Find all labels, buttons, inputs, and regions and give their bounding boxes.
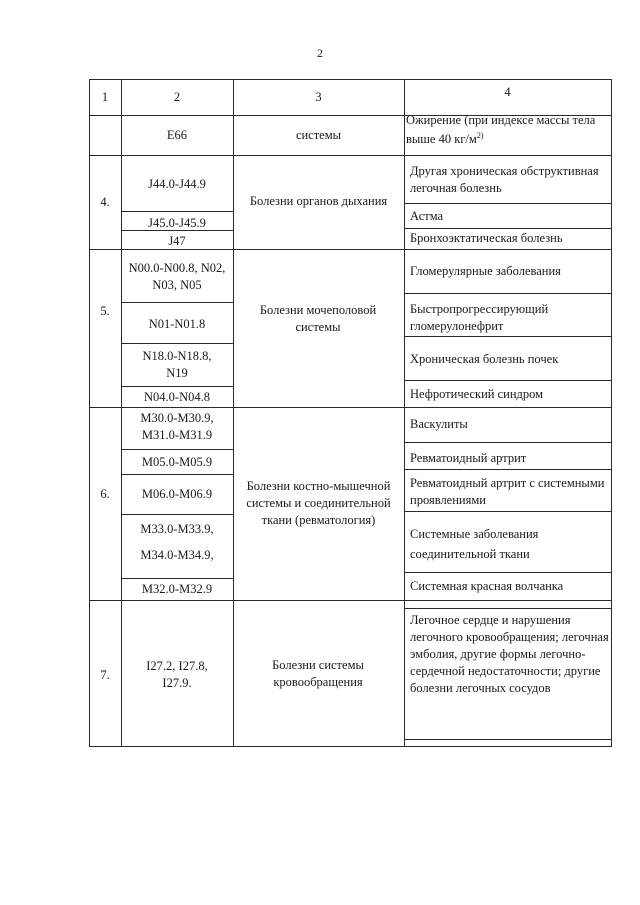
disease-cell: Легочное сердце и нарушения легочного кровообращения; легочная эмболия, другие формы легочно-сердечной недостаточности; другие болезни легочных сосудов [410,613,609,695]
code-cell: M05.0-M05.9 [141,455,213,469]
rule [611,79,612,747]
rule [404,293,612,294]
rule [404,572,612,573]
code-cell: N01-N01.8 [148,317,206,331]
rule [89,155,612,156]
disease-cell: Другая хроническая обструктивная легочная болезнь [410,164,599,195]
row-number: 7. [100,668,110,682]
rule [404,203,612,204]
rule [121,211,233,212]
rule [121,474,233,475]
rule [404,380,612,381]
group-cell: системы [295,128,342,142]
rule [404,511,612,512]
code-cell: N04.0-N04.8 [144,390,210,404]
rule [121,386,233,387]
rule [404,228,612,229]
code-cell: I27.2, I27.8, I27.9. [146,659,208,690]
code-cell: J44.0-J44.9 [148,177,206,191]
group-cell: Болезни органов дыхания [249,194,388,208]
group-cell: Болезни системы кровообращения [272,658,364,689]
code-cell: M30.0-M30.9, M31.0-M31.9 [140,411,214,442]
row-number: 5. [100,304,110,318]
rule [121,343,233,344]
code-cell: M32.0-M32.9 [141,582,213,596]
disease-cell: Ревматоидный артрит [410,451,527,465]
disease-cell: Быстропрогрессирующий гломерулонефрит [410,302,549,333]
rule [89,746,612,747]
rule [404,469,612,470]
rule [404,79,405,747]
rule [89,600,612,601]
disease-cell: Системная красная волчанка [410,579,564,593]
group-cell: Болезни мочеполовой системы [259,303,377,334]
rule [404,336,612,337]
disease-cell: Системные заболевания соединительной ткани [410,527,539,561]
header-col-4: 4 [504,85,511,99]
disease-cell: Бронхоэктатическая болезнь [410,231,563,245]
rule [121,302,233,303]
rule [89,407,612,408]
page-number: 2 [317,46,323,60]
code-cell: M06.0-M06.9 [141,487,213,501]
row-number: 6. [100,487,110,501]
rule [121,449,233,450]
group-cell: Болезни костно-мышечной системы и соединительной ткани (ревматология) [246,479,391,527]
code-cell: M34.0-M34.9, [140,548,214,562]
code-cell: E66 [166,128,188,142]
rule [89,79,90,747]
header-col-3: 3 [315,90,322,104]
rule [233,79,234,747]
code-cell: N00.0-N00.8, N02, N03, N05 [128,261,226,292]
disease-cell: Ревматоидный артрит с системными проявлениями [410,476,605,507]
rule [404,442,612,443]
code-cell: M33.0-M33.9, [140,522,214,536]
header-col-2: 2 [173,90,181,104]
disease-cell: Васкулиты [410,417,468,431]
disease-cell: Нефротический синдром [410,387,544,401]
code-cell: N18.0-N18.8, N19 [142,349,212,380]
rule [404,739,612,740]
disease-cell: Гломерулярные заболевания [410,264,561,278]
header-col-1: 1 [101,90,109,104]
code-cell: J47 [168,234,186,248]
code-cell: J45.0-J45.9 [148,216,206,230]
rule [121,578,233,579]
row-number: 4. [100,195,110,209]
rule [404,608,612,609]
disease-cell: Ожирение (при индексе массы тела выше 40 $кг/м^{2)}$ [406,113,596,147]
disease-cell: Хроническая болезнь почек [410,352,559,366]
rule [121,514,233,515]
rule [89,79,612,80]
disease-cell: Астма [410,209,444,223]
